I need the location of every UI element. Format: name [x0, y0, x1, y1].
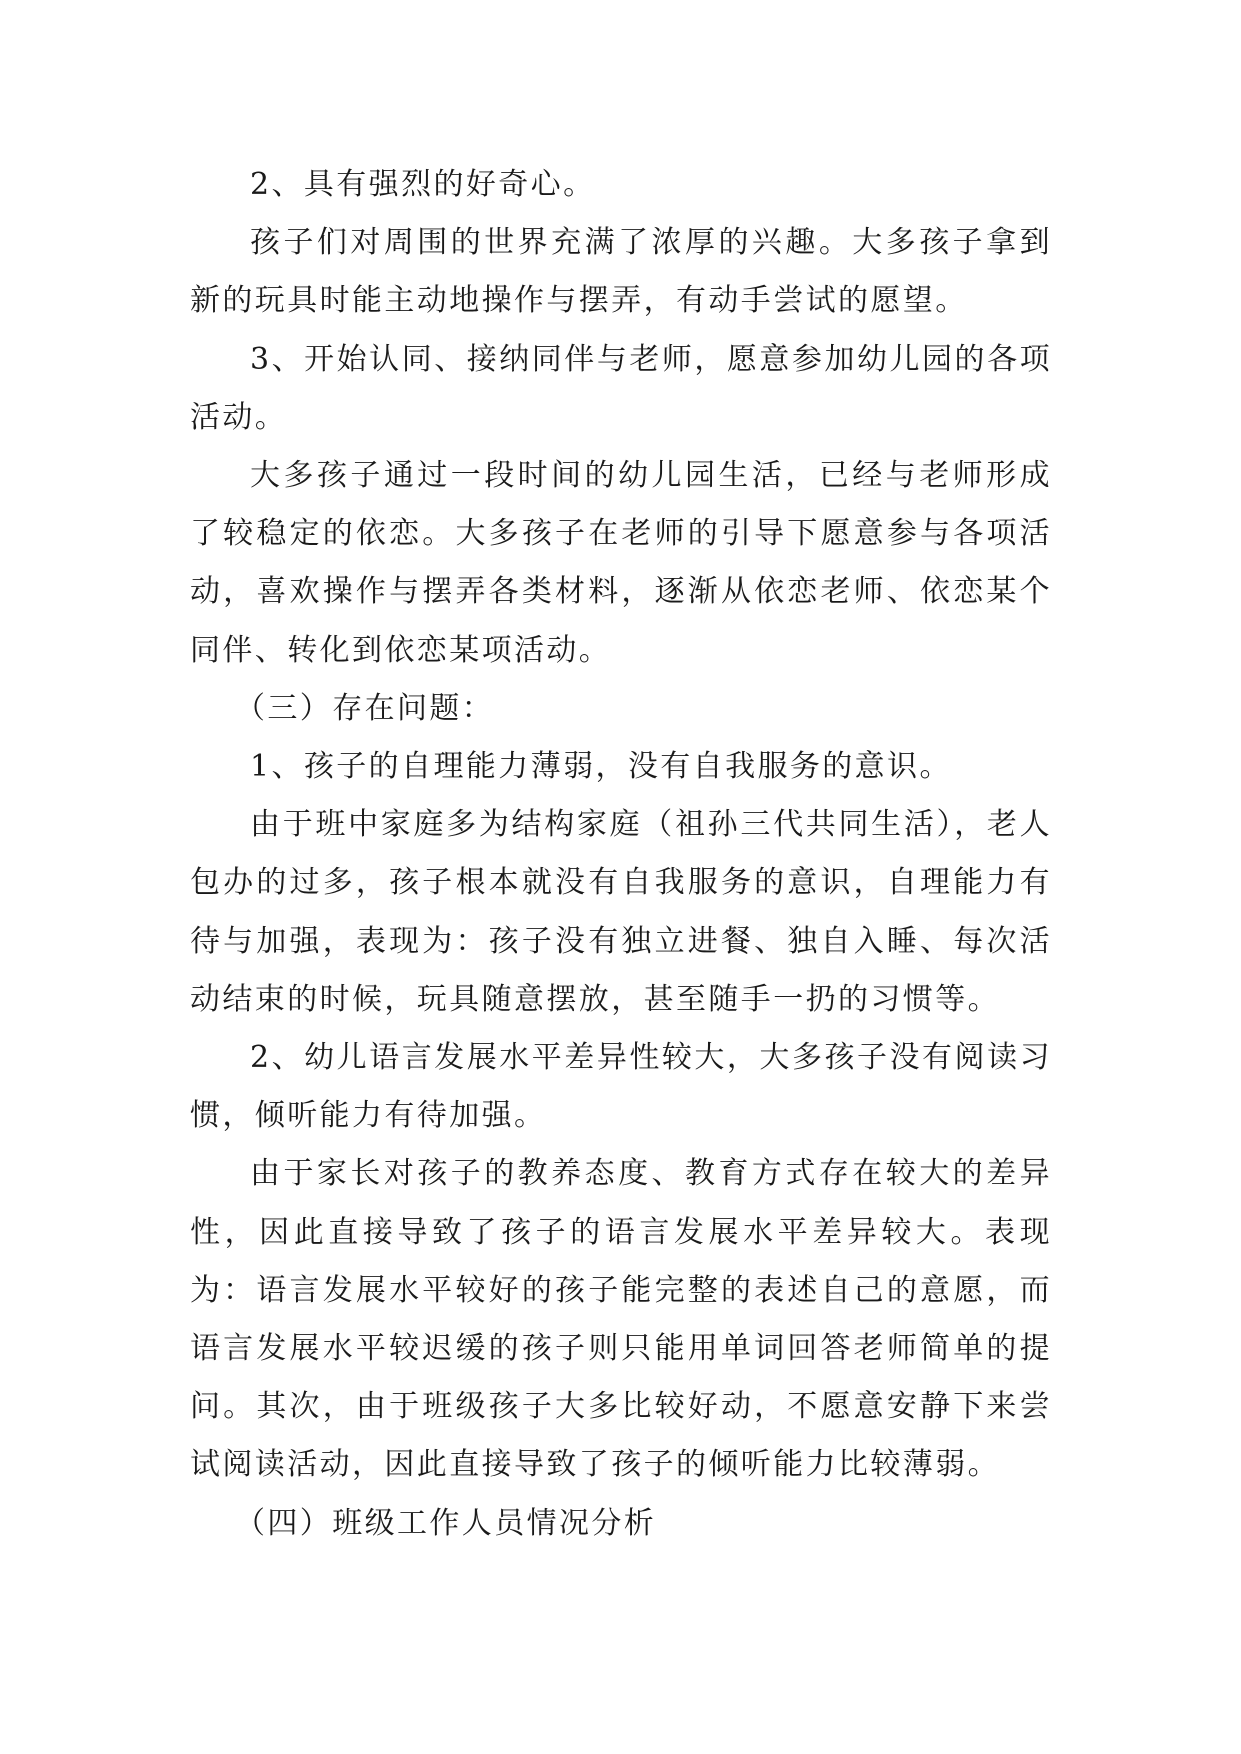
section-heading-staff: （四）班级工作人员情况分析 — [235, 1505, 657, 1541]
section-heading-problems: （三）存在问题： — [235, 690, 495, 726]
body-paragraph: 孩子们对周围的世界充满了浓厚的兴趣。大多孩子拿到新的玩具时能主动地操作与摆弄，有动手尝试的愿望。 — [190, 225, 1052, 319]
list-item-self-care: 1、孩子的自理能力薄弱，没有自我服务的意识。 — [250, 749, 952, 785]
document-body — [190, 156, 1052, 1553]
list-item-language: 2、幼儿语言发展水平差异性较大，大多孩子没有阅读习惯，倾听能力有待加强。 — [190, 1040, 1052, 1134]
body-paragraph: 大多孩子通过一段时间的幼儿园生活，已经与老师形成了较稳定的依恋。大多孩子在老师的引导下愿意参与各项活动，喜欢操作与摆弄各类材料，逐渐从依恋老师、依恋某个同伴、转化到依恋某项活动。 — [190, 458, 1052, 668]
list-item-acceptance: 3、开始认同、接纳同伴与老师，愿意参加幼儿园的各项活动。 — [190, 341, 1052, 435]
list-item-curiosity: 2、具有强烈的好奇心。 — [250, 167, 596, 202]
body-paragraph: 由于家长对孩子的教养态度、教育方式存在较大的差异性，因此直接导致了孩子的语言发展水平差异较大。表现为：语言发展水平较好的孩子能完整的表述自己的意愿，而语言发展水平较迟缓的孩子则只能用单词回答老师简单的提问。其次，由于班级孩子大多比较好动，不愿意安静下来尝试阅读活动，因此直接导致了孩子的倾听能力比较薄弱。 — [190, 1156, 1052, 1483]
body-paragraph: 由于班中家庭多为结构家庭（祖孙三代共同生活），老人包办的过多，孩子根本就没有自我服务的意识，自理能力有待与加强，表现为：孩子没有独立进餐、独自入睡、每次活动结束的时候，玩具随意摆放，甚至随手一扔的习惯等。 — [190, 807, 1052, 1017]
